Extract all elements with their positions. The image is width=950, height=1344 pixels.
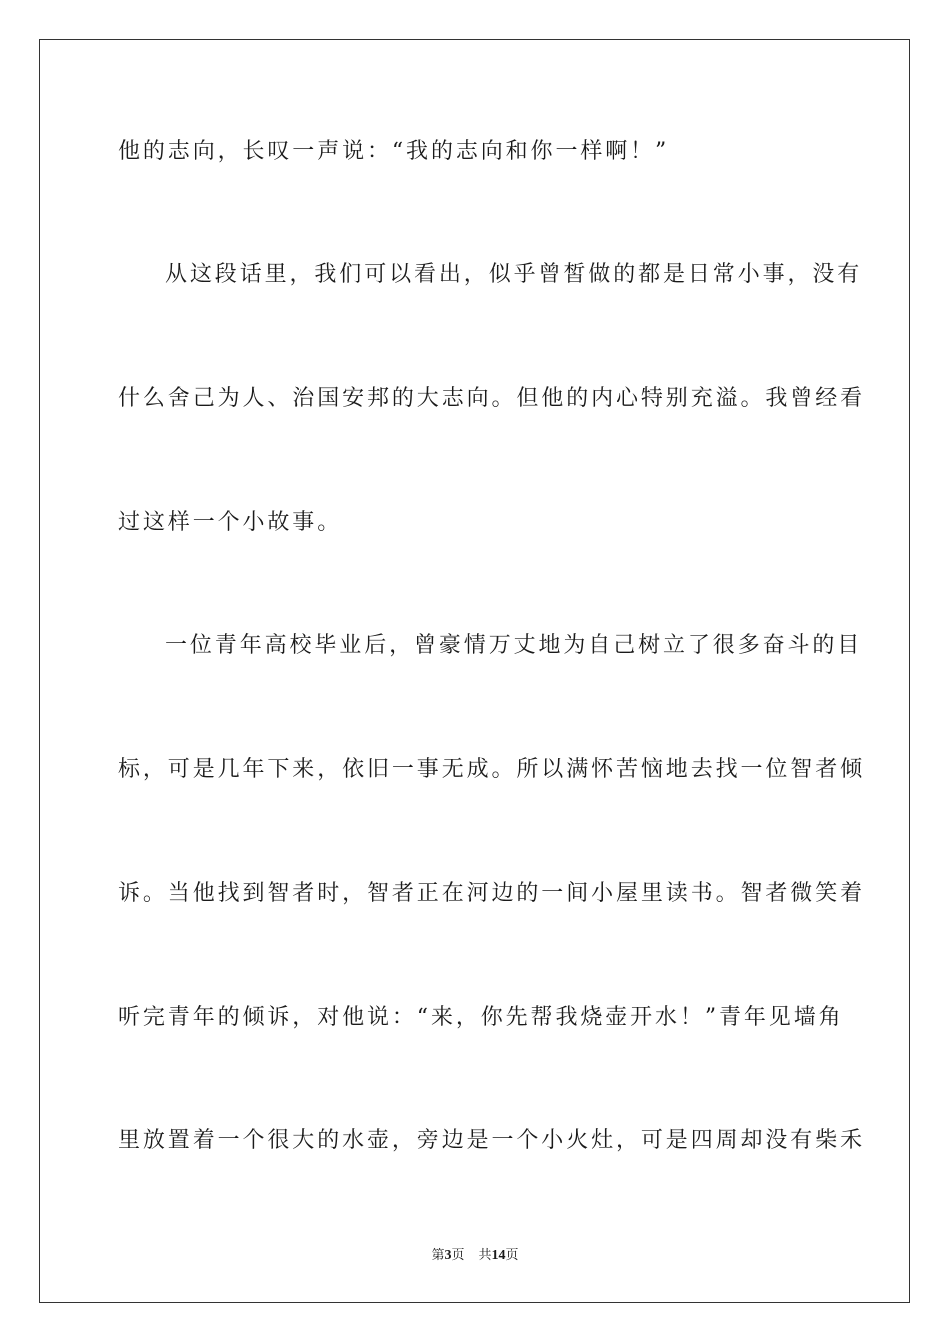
text-line: 过这样一个小故事。 (118, 510, 343, 535)
page-suffix: 页 (451, 1248, 465, 1263)
text-line: 他的志向，长叹一声说：“我的志向和你一样啊！” (118, 139, 670, 164)
text-line: 诉。当他找到智者时，智者正在河边的一间小屋里读书。智者微笑着 (118, 881, 866, 906)
text-line: 标，可是几年下来，依旧一事无成。所以满怀苦恼地去找一位智者倾 (118, 757, 866, 782)
total-pages: 14 (491, 1248, 506, 1263)
page-footer (0, 1247, 950, 1265)
text-line: 里放置着一个很大的水壶，旁边是一个小火灶，可是四周却没有柴禾 (118, 1128, 866, 1153)
page-border (39, 39, 910, 1303)
total-prefix: 共 (478, 1248, 492, 1263)
text-line: 什么舍己为人、治国安邦的大志向。但他的内心特别充溢。我曾经看 (118, 386, 866, 411)
page-prefix: 第 (431, 1248, 445, 1263)
text-line: 听完青年的倾诉，对他说：“来，你先帮我烧壶开水！”青年见墙角 (118, 1005, 844, 1030)
paragraph-first-line: 一位青年高校毕业后，曾豪情万丈地为自己树立了很多奋斗的目 (165, 633, 863, 658)
total-suffix: 页 (505, 1248, 519, 1263)
paragraph-first-line: 从这段话里，我们可以看出，似乎曾皙做的都是日常小事，没有 (165, 262, 863, 287)
page-number: 3 (444, 1248, 452, 1263)
